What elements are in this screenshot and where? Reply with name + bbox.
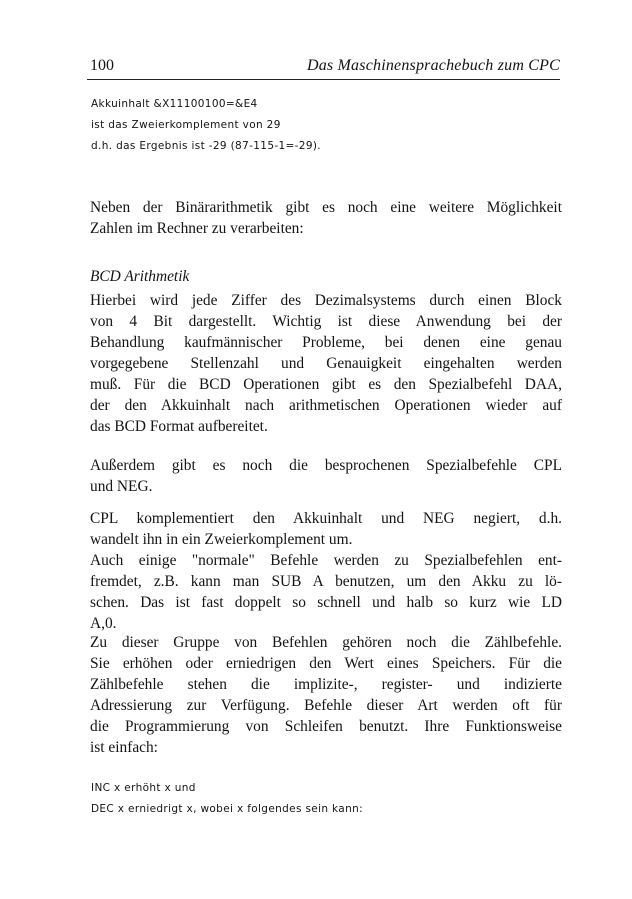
text-line: die Programmierung von Schleifen benutzt. Ihre Funktionsweise [90, 718, 562, 735]
text-line: wandelt ihn in ein Zweierkomplement um. [90, 531, 353, 548]
text-line: Zu dieser Gruppe von Befehlen gehören noch die Zählbefehle. [90, 634, 562, 651]
text-line: Außerdem gibt es noch die besprochenen Spezialbefehle CPL [90, 457, 562, 474]
text-line: fremdet, z.B. kann man SUB A benutzen, um den Akku zu lö- [90, 573, 562, 590]
text-line: ist einfach: [90, 739, 158, 756]
section-heading: BCD Arithmetik [90, 268, 190, 285]
text-line: muß. Für die BCD Operationen gibt es den Spezialbefehl DAA, [90, 376, 562, 393]
code-line: ist das Zweierkomplement von 29 [91, 119, 281, 131]
text-line: Hierbei wird jede Ziffer des Dezimalsystems durch einen Block [90, 292, 562, 309]
paragraph-cpl-neg [90, 508, 562, 634]
paragraph-counters [90, 632, 562, 758]
code-line: d.h. das Ergebnis ist -29 (87-115-1=-29). [91, 140, 321, 152]
text-line: vorgegebene Stellenzahl und Genauigkeit eingehalten werden [90, 355, 562, 372]
text-line: Adressierung zur Verfügung. Befehle dieser Art werden oft für [90, 697, 562, 714]
page-number: 100 [90, 57, 114, 74]
paragraph-special [90, 455, 562, 497]
code-line: INC x erhöht x und [91, 782, 196, 794]
text-line: A,0. [90, 615, 117, 632]
paragraph-intro [90, 197, 562, 239]
text-line: Zahlen im Rechner zu verarbeiten: [90, 220, 304, 237]
text-line: Sie erhöhen oder erniedrigen den Wert eines Speichers. Für die [90, 655, 562, 672]
running-title: Das Maschinensprachebuch zum CPC [306, 57, 560, 74]
text-line: das BCD Format aufbereitet. [90, 418, 268, 435]
code-block-top [91, 94, 321, 157]
text-line: CPL komplementiert den Akkuinhalt und NEG negiert, d.h. [90, 510, 562, 527]
code-block-bottom [91, 778, 363, 820]
page-header [87, 57, 560, 80]
text-line: Neben der Binärarithmetik gibt es noch eine weitere Möglichkeit [90, 199, 562, 216]
text-line: Auch einige "normale" Befehle werden zu Spezialbefehlen ent- [90, 552, 562, 569]
text-line: von 4 Bit dargestellt. Wichtig ist diese Anwendung bei der [90, 313, 562, 330]
text-line: Zählbefehle stehen die implizite-, register- und indizierte [90, 676, 562, 693]
code-line: DEC x erniedrigt x, wobei x folgendes sein kann: [91, 803, 363, 815]
text-line: und NEG. [90, 478, 153, 495]
paragraph-bcd [90, 290, 562, 437]
text-line: der den Akkuinhalt nach arithmetischen Operationen wieder auf [90, 397, 562, 414]
text-line: schen. Das ist fast doppelt so schnell und halb so kurz wie LD [90, 594, 562, 611]
code-line: Akkuinhalt &X11100100=&E4 [91, 98, 258, 110]
text-line: Behandlung kaufmännischer Probleme, bei denen eine genau [90, 334, 562, 351]
